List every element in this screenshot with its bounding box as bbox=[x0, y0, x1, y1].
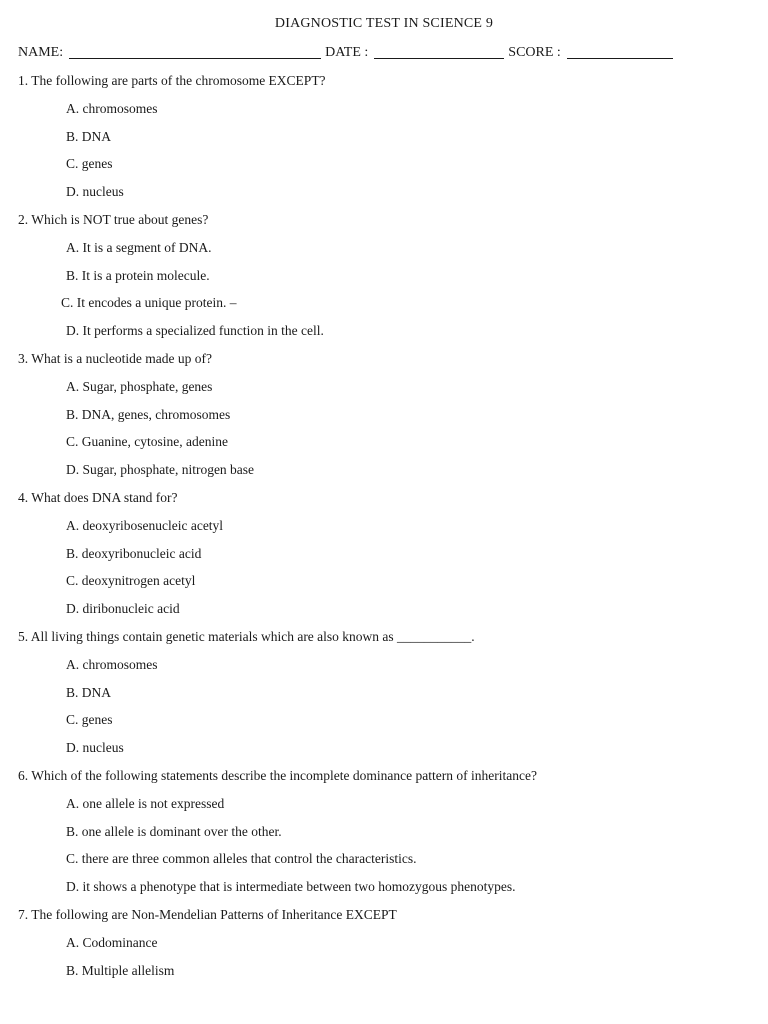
date-blank bbox=[374, 44, 504, 59]
choice-d: D. Sugar, phosphate, nitrogen base bbox=[66, 462, 255, 478]
choice-d: D. it shows a phenotype that is intermediate between two homozygous phenotypes. bbox=[66, 879, 516, 895]
question-stem: 2. Which is NOT true about genes? bbox=[18, 211, 209, 227]
choice-d: D. nucleus bbox=[66, 184, 124, 200]
question-3 bbox=[18, 351, 750, 490]
name-label: NAME: bbox=[18, 45, 64, 60]
choice-b: B. DNA bbox=[66, 684, 112, 700]
page-title: DIAGNOSTIC TEST IN SCIENCE 9 bbox=[274, 16, 494, 31]
choice-c: C. It encodes a unique protein. – bbox=[61, 295, 237, 311]
choice-a: A. chromosomes bbox=[66, 656, 158, 672]
student-info-row bbox=[18, 44, 677, 61]
choice-c: C. genes bbox=[66, 156, 113, 172]
question-6 bbox=[18, 768, 750, 907]
choice-b: B. DNA bbox=[66, 128, 112, 144]
choice-c: C. deoxynitrogen acetyl bbox=[66, 573, 196, 589]
question-stem: 5. All living things contain genetic materials which are also known as ___________. bbox=[18, 628, 475, 644]
choice-a: A. one allele is not expressed bbox=[66, 795, 225, 811]
question-5 bbox=[18, 629, 750, 768]
choice-b: B. DNA, genes, chromosomes bbox=[66, 406, 231, 422]
question-list bbox=[18, 73, 750, 990]
question-stem: 6. Which of the following statements describe the incomplete dominance pattern of inheritance? bbox=[18, 767, 537, 783]
score-label: SCORE : bbox=[508, 45, 561, 60]
question-2 bbox=[18, 212, 750, 351]
question-7 bbox=[18, 907, 750, 990]
choice-a: A. Sugar, phosphate, genes bbox=[66, 378, 213, 394]
question-1 bbox=[18, 73, 750, 212]
choice-b: B. Multiple allelism bbox=[66, 962, 175, 978]
choice-c: C. Guanine, cytosine, adenine bbox=[66, 434, 228, 450]
choice-b: B. one allele is dominant over the other. bbox=[66, 823, 282, 839]
choice-b: B. deoxyribonucleic acid bbox=[66, 545, 202, 561]
choice-b: B. It is a protein molecule. bbox=[66, 267, 210, 283]
question-stem: 1. The following are parts of the chromosome EXCEPT? bbox=[18, 73, 326, 88]
name-blank bbox=[69, 44, 321, 59]
choice-a: A. deoxyribosenucleic acetyl bbox=[66, 517, 224, 533]
question-stem: 4. What does DNA stand for? bbox=[18, 489, 178, 505]
choice-d: D. diribonucleic acid bbox=[66, 601, 180, 617]
choice-d: D. It performs a specialized function in the cell. bbox=[66, 323, 324, 339]
question-stem: 3. What is a nucleotide made up of? bbox=[18, 350, 212, 366]
choice-c: C. genes bbox=[66, 712, 113, 728]
choice-d: D. nucleus bbox=[66, 740, 124, 756]
question-stem: 7. The following are Non-Mendelian Patterns of Inheritance EXCEPT bbox=[18, 906, 397, 922]
score-blank bbox=[567, 44, 673, 59]
choice-c: C. there are three common alleles that control the characteristics. bbox=[66, 851, 417, 867]
choice-a: A. Codominance bbox=[66, 934, 158, 950]
choice-a: A. chromosomes bbox=[66, 100, 158, 116]
choice-a: A. It is a segment of DNA. bbox=[66, 239, 212, 255]
date-label: DATE : bbox=[325, 45, 369, 60]
question-4 bbox=[18, 490, 750, 629]
